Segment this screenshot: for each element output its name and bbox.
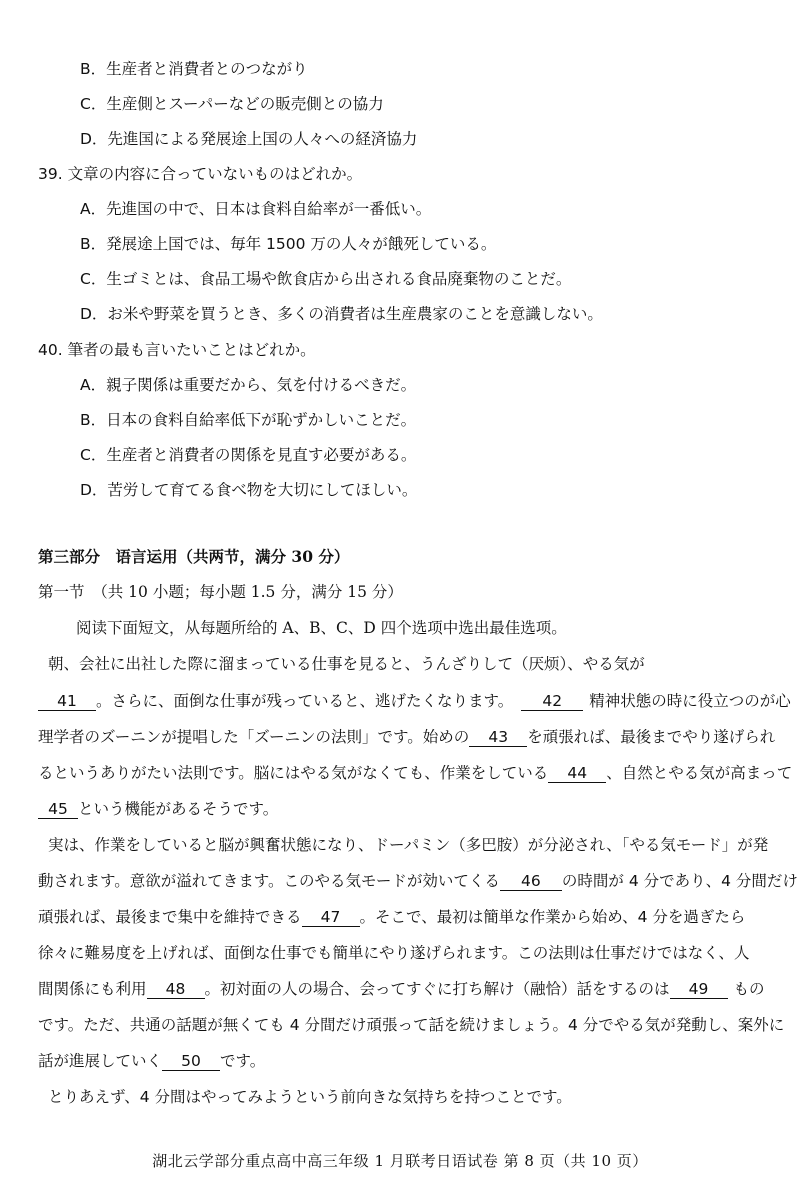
blank-43[interactable]: 43 (469, 728, 527, 747)
q40-option-a: A．親子関係は重要だから、気を付けるべきだ。 (80, 376, 417, 394)
passage-line-2a: 。さらに、面倒な仕事が残っていると、逃げたくなります。 (96, 692, 514, 710)
blank-42[interactable]: 42 (521, 692, 583, 711)
passage-line-6: 実は、作業をしていると脳が興奮状態になり、ドーパミン（多巴胺）が分泌され、「やる気モード」が発 (48, 836, 769, 854)
passage-line-4b: 、自然とやる気が高まって (606, 764, 793, 782)
q40-option-b: B．日本の食料自給率低下が恥ずかしいことだ。 (80, 411, 417, 429)
passage-line-4 (38, 761, 792, 783)
blank-46[interactable]: 46 (500, 872, 562, 891)
blank-47[interactable]: 47 (302, 908, 360, 927)
blank-50[interactable]: 50 (162, 1052, 220, 1071)
part3-title-a: 第三部分 语言运用（共两节，满分 (38, 547, 292, 566)
blank-41[interactable]: 41 (38, 692, 96, 711)
passage-line-1: 朝、会社に出社した際に溜まっている仕事を見ると、うんざりして（厌烦）、やる気が (48, 655, 645, 673)
part3-title (38, 546, 349, 568)
q39-option-b: B．発展途上国では、毎年 1500 万の人々が餓死している。 (80, 235, 497, 253)
part3-title-num: 30 (291, 547, 313, 566)
passage-line-2 (38, 689, 791, 711)
passage-line-7 (38, 869, 798, 891)
q40-option-d: D．苦労して育てる食べ物を大切にしてほしい。 (80, 481, 418, 499)
passage-line-10b: 。初対面の人の場合、会ってすぐに打ち解け（融恰）話をするのは (204, 980, 670, 998)
passage-line-3b: を頑張れば、最後までやり遂げられ (527, 728, 776, 746)
blank-48[interactable]: 48 (147, 980, 205, 999)
q38-option-c: C．生産側とスーパーなどの販売側との協力 (80, 95, 384, 113)
passage-line-5 (38, 797, 278, 819)
passage-line-7a: 動されます。意欲が溢れてきます。このやる気モードが効いてくる (38, 872, 500, 890)
q40-stem: 40. 筆者の最も言いたいことはどれか。 (38, 341, 316, 359)
q39-option-d: D．お米や野菜を買うとき、多くの消費者は生産農家のことを意識しない。 (80, 305, 603, 323)
q38-option-b: B．生産者と消費者とのつながり (80, 60, 308, 78)
blank-49[interactable]: 49 (670, 980, 728, 999)
passage-line-2b: 精神状態の時に役立つのが心 (589, 692, 791, 710)
passage-line-10c: もの (733, 980, 765, 998)
passage-line-8a: 頑張れば、最後まで集中を維持できる (38, 908, 302, 926)
passage-line-13: とりあえず、4 分間はやってみようという前向きな気持ちを持つことです。 (48, 1088, 572, 1106)
passage-line-8b: 。そこで、最初は簡単な作業から始め、4 分を過ぎたら (359, 908, 746, 926)
q39-stem: 39. 文章の内容に合っていないものはどれか。 (38, 165, 363, 183)
passage-line-3a: 理学者のズーニンが提唱した「ズーニンの法則」です。始めの (38, 728, 470, 746)
passage-line-4a: るというありがたい法則です。脳にはやる気がなくても、作業をしている (38, 764, 549, 782)
passage-line-10 (38, 977, 765, 999)
passage-line-3 (38, 725, 775, 747)
page-footer: 湖北云学部分重点高中高三年级 1 月联考日语试卷 第 8 页（共 10 页） (152, 1152, 648, 1170)
instruction: 阅读下面短文，从每题所给的 A、B、C、D 四个选项中选出最佳选项。 (76, 619, 567, 637)
q39-option-a: A．先進国の中で、日本は食料自給率が一番低い。 (80, 200, 432, 218)
passage-line-9: 徐々に難易度を上げれば、面倒な仕事でも簡単にやり遂げられます。この法則は仕事だけではなく、人 (38, 944, 750, 962)
section1-header: 第一节 （共 10 小题；每小题 1.5 分，满分 15 分） (38, 583, 403, 601)
passage-line-8 (38, 905, 745, 927)
blank-44[interactable]: 44 (548, 764, 606, 783)
q40-option-c: C．生産者と消費者の関係を見直す必要がある。 (80, 446, 417, 464)
blank-45[interactable]: 45 (38, 800, 78, 819)
q39-option-c: C．生ゴミとは、食品工場や飲食店から出される食品廃棄物のことだ。 (80, 270, 572, 288)
passage-line-10a: 間関係にも利用 (38, 980, 147, 998)
passage-line-12 (38, 1049, 265, 1071)
part3-title-b: 分） (312, 547, 350, 566)
passage-line-11: です。ただ、共通の話題が無くても 4 分間だけ頑張って話を続けましょう。4 分でやる気が発動し、案外に (38, 1016, 785, 1034)
q38-option-d: D．先進国による発展途上国の人々への経済協力 (80, 130, 418, 148)
passage-line-12b: です。 (220, 1052, 266, 1070)
passage-line-12a: 話が進展していく (38, 1052, 163, 1070)
passage-line-7b: の時間が 4 分であり、4 分間だけ (561, 872, 798, 890)
passage-line-5a: という機能があるそうです。 (78, 800, 279, 818)
